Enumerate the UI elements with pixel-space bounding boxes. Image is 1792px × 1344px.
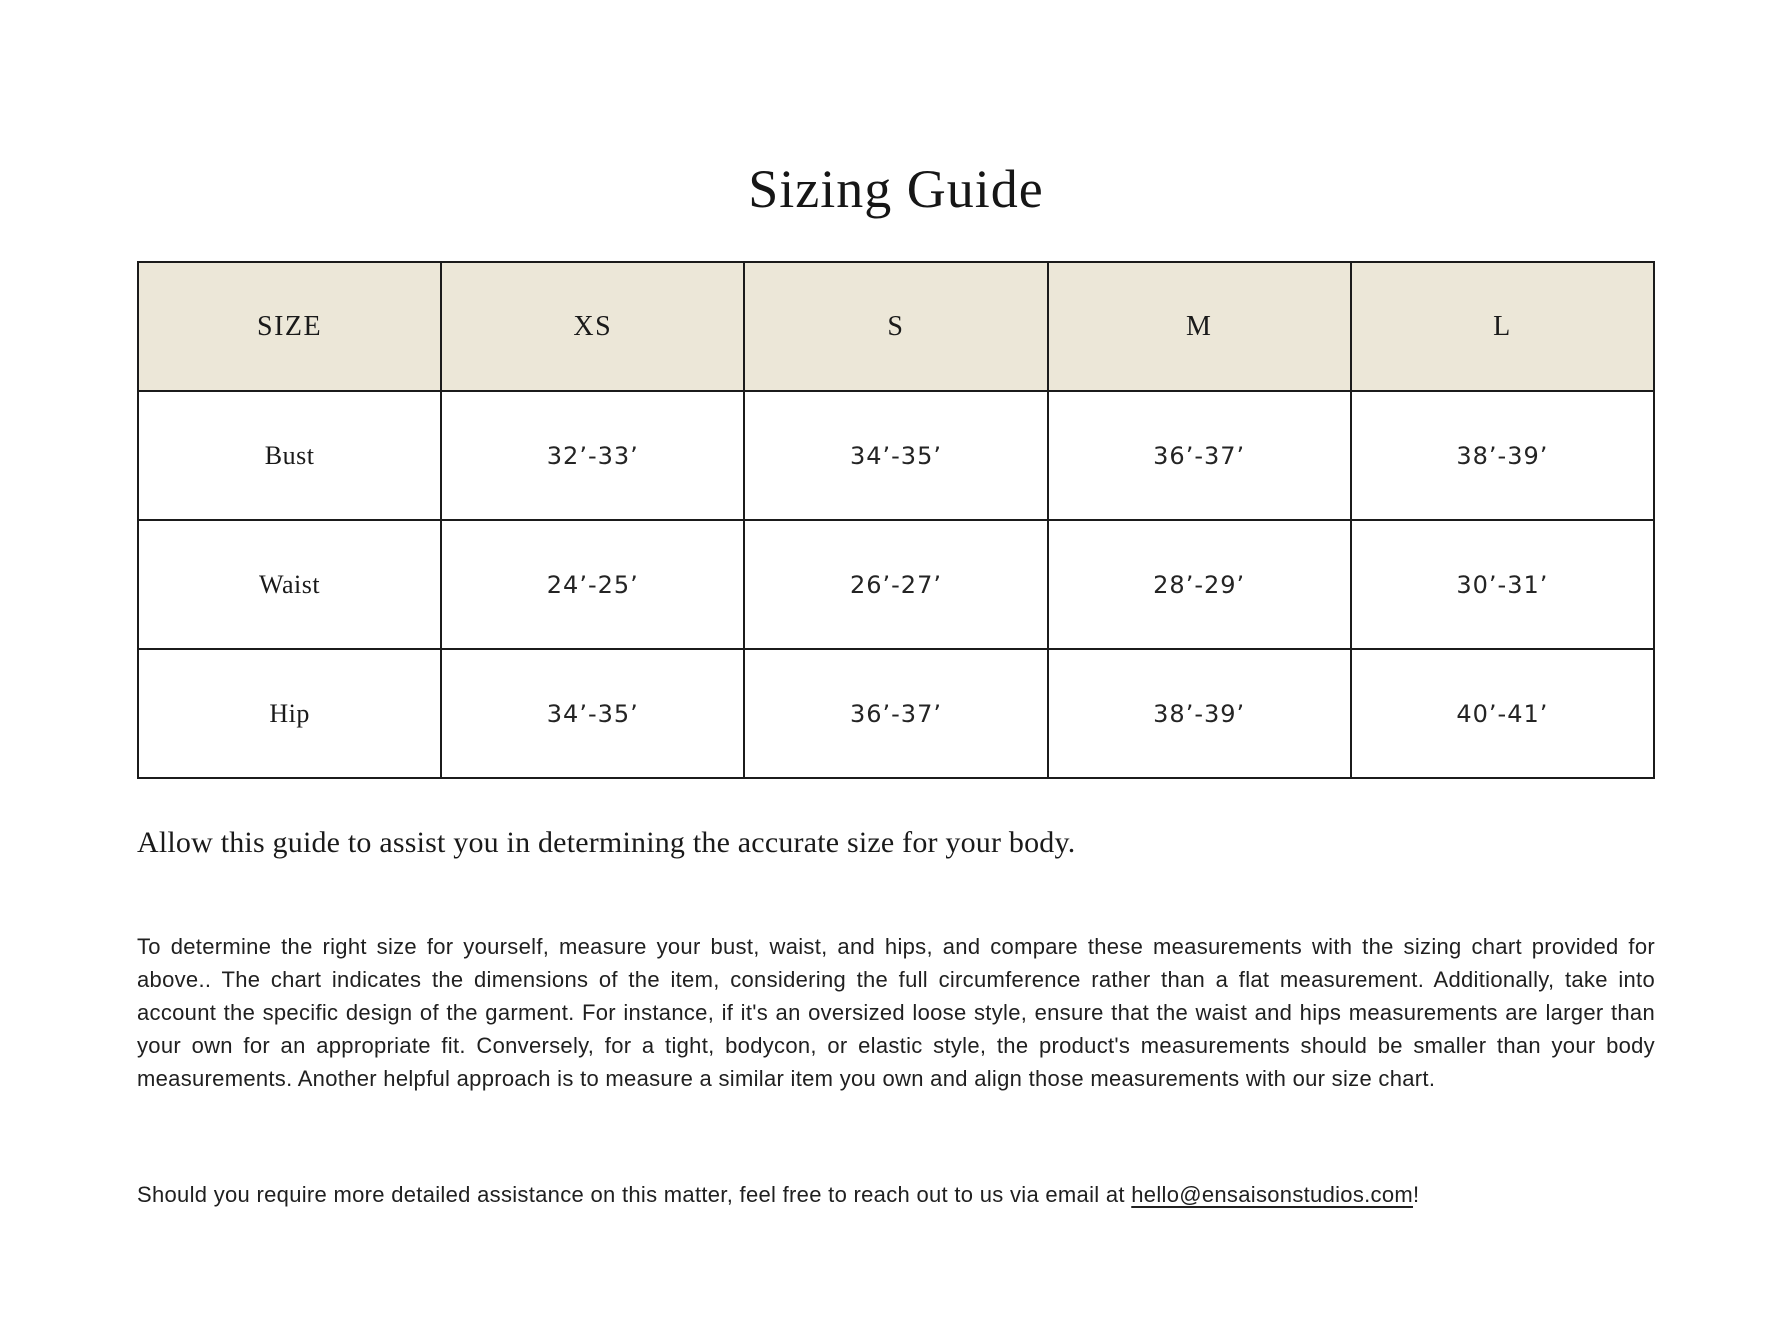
cell-hip-s: 36’-37’ [744,649,1047,778]
table-row-bust [138,391,1654,520]
guide-paragraph: To determine the right size for yourself, measure your bust, waist, and hips, and compare these measurements with the sizing chart provided for above.. The chart indicates the dimensions of the item, considering the full circumference rather than a flat measurement. Additionally, take into account the specific design of the garment. For instance, if it's an oversized loose style, ensure that the waist and hips measurements are larger than your own for an appropriate fit. Conversely, for a tight, bodycon, or elastic style, the product's measurements should be smaller than your body measurements. Another helpful approach is to measure a similar item you own and align those measurements with our size chart. [137,934,1655,1091]
cell-hip-l: 40’-41’ [1351,649,1654,778]
column-header-l: L [1351,262,1654,391]
contact-text-prefix: Should you require more detailed assistance on this matter, feel free to reach out to us via email at [137,1182,1132,1207]
page-title: Sizing Guide [748,159,1044,220]
contact-text-suffix: ! [1413,1182,1420,1207]
row-label-bust: Bust [138,391,441,520]
cell-hip-xs: 34’-35’ [441,649,744,778]
contact-line [137,1182,1655,1208]
column-header-size: SIZE [138,262,441,391]
column-header-xs: XS [441,262,744,391]
cell-hip-m: 38’-39’ [1048,649,1351,778]
cell-bust-s: 34’-35’ [744,391,1047,520]
table-header-row [138,262,1654,391]
cell-waist-m: 28’-29’ [1048,520,1351,649]
column-header-m: M [1048,262,1351,391]
cell-bust-xs: 32’-33’ [441,391,744,520]
cell-waist-s: 26’-27’ [744,520,1047,649]
column-header-s: S [744,262,1047,391]
row-label-hip: Hip [138,649,441,778]
table-row-hip [138,649,1654,778]
table-row-waist [138,520,1654,649]
email-link[interactable]: hello@ensaisonstudios.com [1131,1182,1414,1207]
sizing-table [137,261,1655,779]
cell-bust-l: 38’-39’ [1351,391,1654,520]
row-label-waist: Waist [138,520,441,649]
guide-subheading: Allow this guide to assist you in determining the accurate size for your body. [137,826,1076,859]
cell-waist-xs: 24’-25’ [441,520,744,649]
cell-waist-l: 30’-31’ [1351,520,1654,649]
cell-bust-m: 36’-37’ [1048,391,1351,520]
